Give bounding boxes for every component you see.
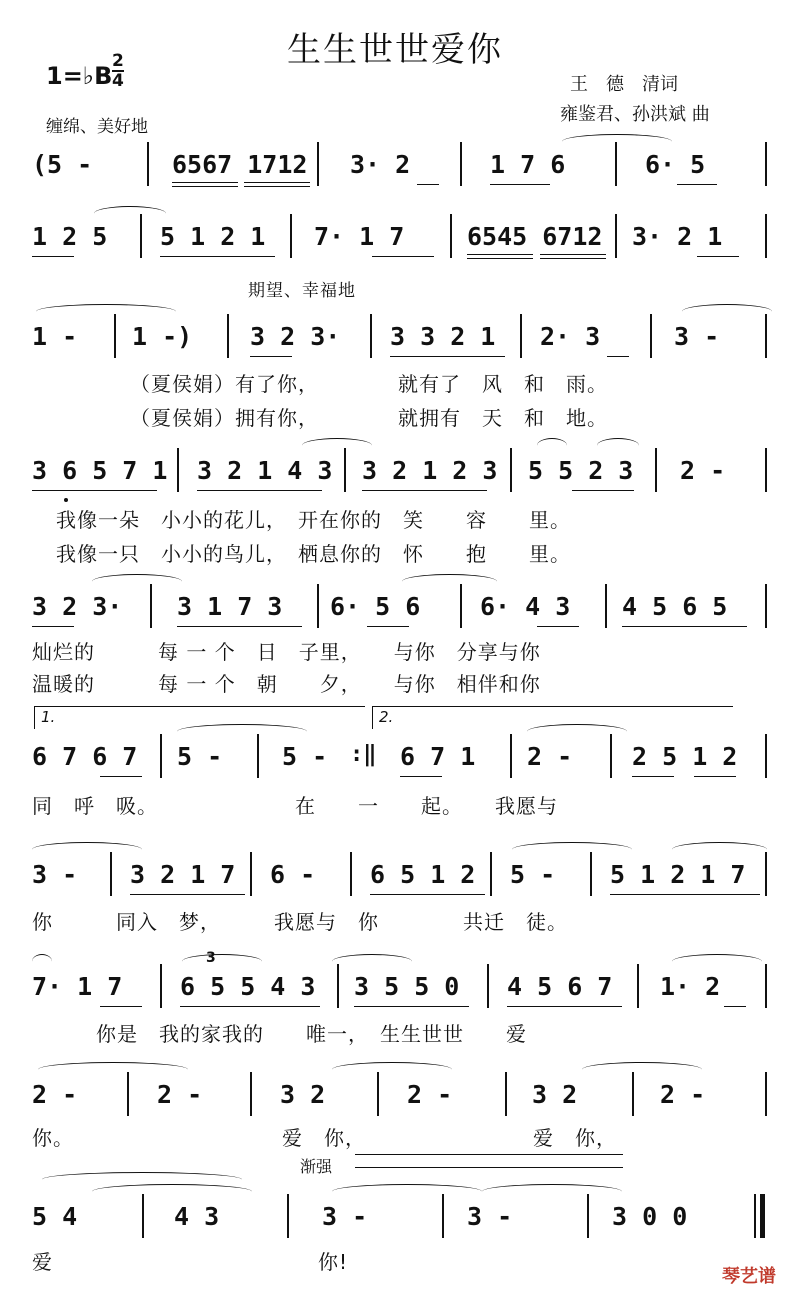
score-row-4 (32, 456, 772, 496)
measure: 1· 2 (660, 972, 721, 1001)
measure: 5 4 (32, 1202, 78, 1231)
lyric-line9-c: 爱 你， (533, 1126, 617, 1150)
lyric-line10-a: 爱 (32, 1250, 53, 1274)
measure: 2 - (407, 1080, 453, 1109)
measure: 3 2 3· (250, 322, 341, 351)
measure: 3 3 2 1 (390, 322, 496, 351)
measure: (5 - (32, 150, 93, 179)
measure: 5 - (282, 742, 328, 771)
measure: 6 7 1 (400, 742, 476, 771)
measure: 3 - (32, 860, 78, 889)
repeat-end-sign: :‖ (350, 742, 377, 767)
score-row-9 (32, 1080, 772, 1120)
measure: 2 - (32, 1080, 78, 1109)
score-row-7 (32, 860, 772, 900)
measure: 6· 5 (645, 150, 706, 179)
measure: 2 - (527, 742, 573, 771)
measure: 6 - (270, 860, 316, 889)
lyric-verse2-a: （夏侯娟）拥有你， (130, 406, 319, 430)
measure: 1 7 6 (490, 150, 566, 179)
lyric-line5-b: 温暖的 每 一 个 朝 夕， 与你 相伴和你 (32, 672, 541, 696)
lyric-line5-a: 灿烂的 每 一 个 日 子里， 与你 分享与你 (32, 640, 541, 664)
site-logo: 琴艺谱 (722, 1266, 776, 1287)
measure: 3· 2 (350, 150, 411, 179)
lyricist: 王 德 清词 (570, 74, 678, 95)
lyric-verse2-b: 就拥有 天 和 地。 (398, 406, 608, 430)
expression-mark: 期望、幸福地 (248, 281, 356, 301)
meter-bottom: 4 (112, 71, 124, 91)
lyric-line9-a: 你。 (32, 1126, 74, 1150)
measure: 3 - (322, 1202, 368, 1231)
score-row-1 (32, 150, 772, 190)
measure: 1 2 5 (32, 222, 108, 251)
lyric-line9-b: 爱 你， (282, 1126, 366, 1150)
measure: 6545 6712 (467, 222, 603, 251)
measure: 4 3 (174, 1202, 220, 1231)
time-signature (112, 52, 124, 90)
measure: 3 - (467, 1202, 513, 1231)
score-row-6 (32, 742, 772, 782)
measure: 7· 1 7 (32, 972, 123, 1001)
score-row-2 (32, 222, 772, 262)
measure: 3 6 5 7 1 (32, 456, 168, 485)
score-row-3 (32, 322, 772, 362)
measure: 6 5 5 4 3 (180, 972, 316, 1001)
measure: 4 5 6 5 (622, 592, 728, 621)
measure: 6567 1712 (172, 150, 308, 179)
meter-top: 2 (112, 51, 124, 71)
measure: 5 1 2 1 7 (610, 860, 746, 889)
score-row-8 (32, 972, 772, 1012)
measure: 6 5 1 2 (370, 860, 476, 889)
measure: 3 5 5 0 (354, 972, 460, 1001)
measure: 3 2 (280, 1080, 326, 1109)
measure: 6 7 6 7 (32, 742, 138, 771)
measure: 5 1 2 1 (160, 222, 266, 251)
measure: 7· 1 7 (314, 222, 405, 251)
crescendo-hairpin (355, 1154, 623, 1168)
measure: 2 - (157, 1080, 203, 1109)
measure: 5 5 2 3 (528, 456, 634, 485)
lyric-line6: 同 呼 吸。 在 一 起。 我愿与 (32, 794, 558, 818)
measure: 2 - (680, 456, 726, 485)
lyric-line8: 你是 我的家我的 唯一， 生生世世 爱 (96, 1022, 527, 1046)
triplet-mark: 3 (206, 950, 216, 966)
measure: 3· 2 1 (632, 222, 723, 251)
measure: 3 1 7 3 (177, 592, 283, 621)
measure: 5 - (177, 742, 223, 771)
measure: 3 2 3· (32, 592, 123, 621)
measure: 6· 4 3 (480, 592, 571, 621)
measure: 2· 3 (540, 322, 601, 351)
volta-2-label: 2. (379, 708, 394, 726)
volta-1-label: 1. (41, 708, 56, 726)
score-row-10 (32, 1202, 772, 1242)
lyric-line4-a: 我像一朵 小小的花儿， 开在你的 笑 容 里。 (56, 508, 571, 532)
measure: 5 - (510, 860, 556, 889)
measure: 1 - (32, 322, 78, 351)
key-signature: 1=♭B (46, 62, 113, 90)
measure: 3 - (674, 322, 720, 351)
lyric-verse1-b: 就有了 风 和 雨。 (398, 372, 608, 396)
measure: 3 2 1 4 3 (197, 456, 333, 485)
score-row-5 (32, 592, 772, 632)
measure: 3 2 1 7 (130, 860, 236, 889)
tempo-marking: 缠绵、美好地 (46, 117, 148, 137)
lyric-verse1-a: （夏侯娟）有了你， (130, 372, 319, 396)
composer: 雍鉴君、孙洪斌 曲 (560, 104, 710, 125)
measure: 4 5 6 7 (507, 972, 613, 1001)
lyric-line4-b: 我像一只 小小的鸟儿， 栖息你的 怀 抱 里。 (56, 542, 571, 566)
lyric-line10-b: 你! (318, 1250, 349, 1274)
lyric-line7: 你 同入 梦， 我愿与 你 共迁 徒。 (32, 910, 568, 934)
measure: 6· 5 6 (330, 592, 421, 621)
song-title: 生生世世爱你 (287, 30, 503, 70)
measure: 3 0 0 (612, 1202, 688, 1231)
measure: 3 2 (532, 1080, 578, 1109)
measure: 1 -) (132, 322, 193, 351)
crescendo-label: 渐强 (300, 1157, 333, 1176)
measure: 2 5 1 2 (632, 742, 738, 771)
measure: 3 2 1 2 3 (362, 456, 498, 485)
measure: 2 - (660, 1080, 706, 1109)
